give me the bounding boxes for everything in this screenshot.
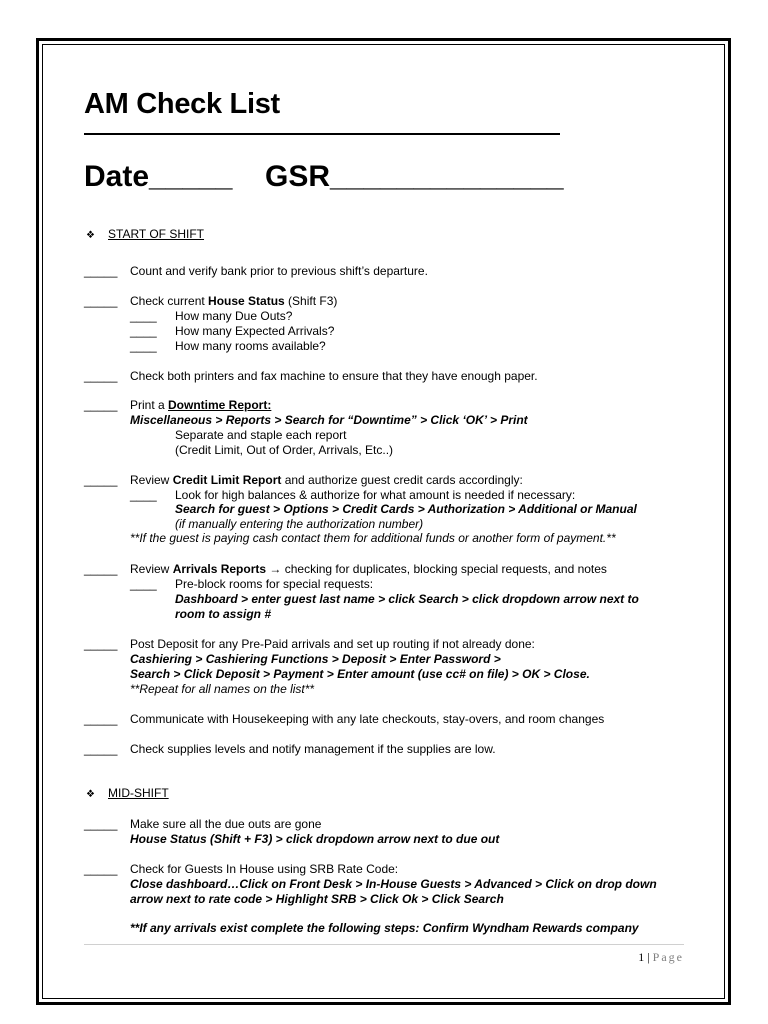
title-underline [84,133,560,135]
deposit-path-2: Search > Click Deposit > Payment > Enter amount (use cc# on file) > OK > Close. [130,667,590,681]
srb-path-2: arrow next to rate code > Highlight SRB > Click Ok > Click Search [130,892,504,906]
item-expected-arrivals: How many Expected Arrivals? [175,324,335,338]
item-downtime-report: Print a Downtime Report: [130,398,272,412]
arrow-right-icon: → [269,562,282,576]
arrivals-path-1: Dashboard > enter guest last name > click Search > click dropdown arrow next to [175,592,639,606]
checkbox-blank[interactable]: _____ [84,817,118,831]
checkbox-blank[interactable]: _____ [84,369,118,383]
item-count-bank: Count and verify bank prior to previous shift’s departure. [130,264,428,278]
arrivals-path-2: room to assign # [175,607,272,621]
sub-checkbox-blank[interactable]: ____ [130,324,157,338]
page-label: Page [652,950,684,964]
item-post-deposit: Post Deposit for any Pre-Paid arrivals and set up routing if not already done: [130,637,535,651]
checkbox-blank[interactable]: _____ [84,294,118,308]
date-field[interactable]: Date_____ [84,160,233,193]
checkbox-blank[interactable]: _____ [84,562,118,576]
date-gsr-line [84,158,564,196]
checkbox-blank[interactable]: _____ [84,712,118,726]
item-printers: Check both printers and fax machine to ensure that they have enough paper. [130,369,538,383]
sub-checkbox-blank[interactable]: ____ [130,577,157,591]
section-mid-shift [86,786,169,802]
page-footer: 1 | Page [638,950,684,964]
item-house-status: Check current House Status (Shift F3) [130,294,338,308]
credit-cash-note: **If the guest is paying cash contact them for additional funds or another form of payment.** [130,531,616,545]
item-due-outs: How many Due Outs? [175,309,293,323]
item-srb-guests: Check for Guests In House using SRB Rate Code: [130,862,399,876]
section-start-of-shift [86,227,204,243]
checkbox-blank[interactable]: _____ [84,862,118,876]
checkbox-blank[interactable]: _____ [84,264,118,278]
section-title: START OF SHIFT [108,227,205,241]
srb-path-1: Close dashboard…Click on Front Desk > In-House Guests > Advanced > Click on drop down [130,877,657,891]
gsr-field[interactable]: GSR______________ [265,160,564,193]
sub-checkbox-blank[interactable]: ____ [130,488,157,502]
item-housekeeping: Communicate with Housekeeping with any late checkouts, stay-overs, and room changes [130,712,605,726]
diamond-bullet-icon: ❖ [86,789,95,800]
srb-arrivals-note: **If any arrivals exist complete the following steps: Confirm Wyndham Rewards company [130,921,639,935]
diamond-bullet-icon: ❖ [86,230,95,241]
sub-checkbox-blank[interactable]: ____ [130,339,157,353]
credit-high-balances: Look for high balances & authorize for what amount is needed if necessary: [175,488,576,502]
downtime-separate: Separate and staple each report [175,428,347,442]
item-supplies: Check supplies levels and notify management if the supplies are low. [130,742,496,756]
page-number: 1 [638,950,645,964]
item-due-outs-gone: Make sure all the due outs are gone [130,817,322,831]
section-title: MID-SHIFT [108,786,169,800]
credit-path: Search for guest > Options > Credit Cards > Authorization > Additional or Manual [175,502,637,516]
item-credit-limit: Review Credit Limit Report and authorize guest credit cards accordingly: [130,473,523,487]
checkbox-blank[interactable]: _____ [84,473,118,487]
checkbox-blank[interactable]: _____ [84,637,118,651]
sub-checkbox-blank[interactable]: ____ [130,309,157,323]
arrivals-preblock: Pre-block rooms for special requests: [175,577,374,591]
footer-divider [84,944,684,945]
due-outs-path: House Status (Shift + F3) > click dropdown arrow next to due out [130,832,500,846]
checkbox-blank[interactable]: _____ [84,742,118,756]
page-title: AM Check List [84,88,280,120]
credit-manual-note: (if manually entering the authorization number) [175,517,424,531]
downtime-list: (Credit Limit, Out of Order, Arrivals, Etc..) [175,443,394,457]
downtime-path: Miscellaneous > Reports > Search for “Downtime” > Click ‘OK’ > Print [130,413,528,427]
deposit-repeat-note: **Repeat for all names on the list** [130,682,315,696]
item-rooms-available: How many rooms available? [175,339,326,353]
item-arrivals-reports: Review Arrivals Reports → checking for duplicates, blocking special requests, and notes [130,562,607,576]
checkbox-blank[interactable]: _____ [84,398,118,412]
deposit-path-1: Cashiering > Cashiering Functions > Deposit > Enter Password > [130,652,501,666]
